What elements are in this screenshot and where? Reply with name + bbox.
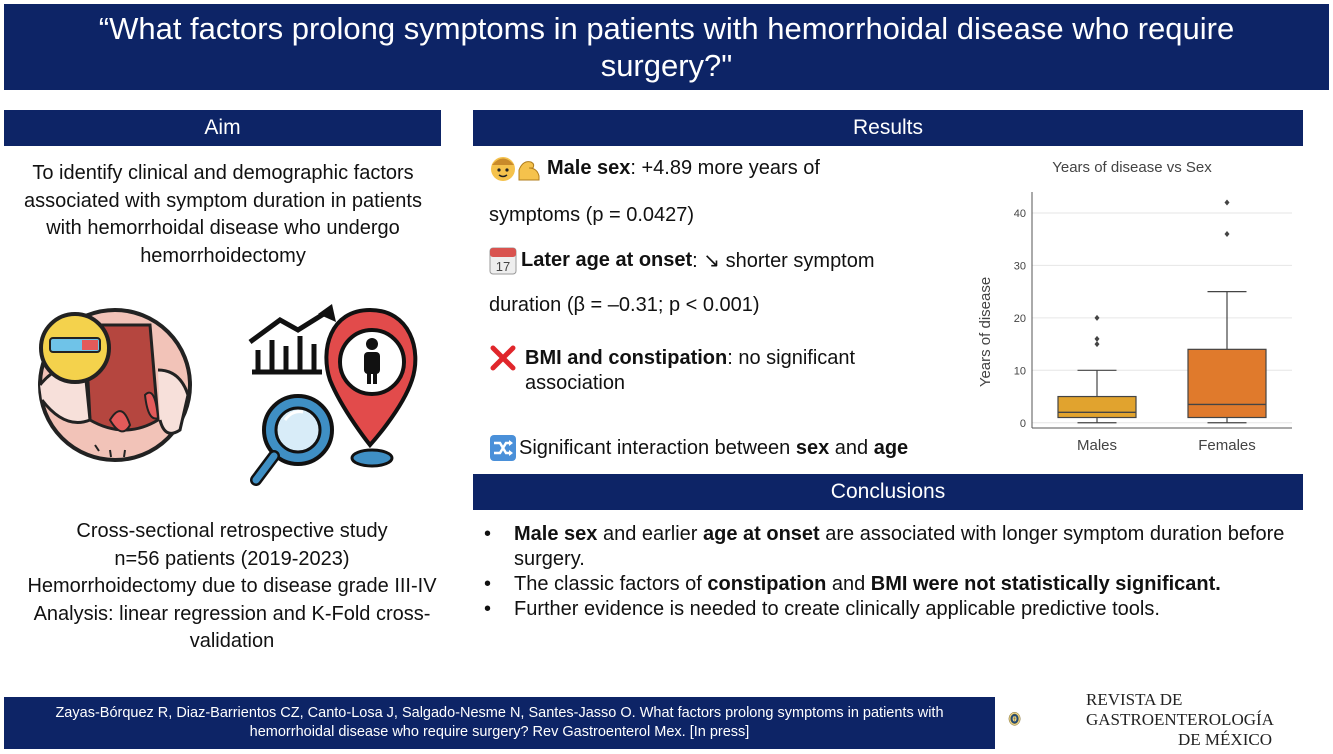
boxplot-chart <box>970 152 1305 464</box>
x-tick-label: Males <box>1076 437 1118 454</box>
outlier-point <box>1225 199 1230 205</box>
conclusion-bold: age at onset <box>703 523 820 545</box>
calendar-icon <box>489 245 517 275</box>
result-male-bold: Male sex <box>547 156 631 179</box>
interaction-text-2: and <box>829 436 874 459</box>
method-line: Hemorrhoidectomy due to disease grade III-IV <box>27 575 437 597</box>
journal-line-3: DE MÉXICO <box>1178 730 1272 749</box>
y-tick-label: 30 <box>1013 260 1026 273</box>
conclusion-item <box>480 522 1320 572</box>
result-bmi-line1 <box>489 344 855 372</box>
result-age-line2: duration (β = –0.31; p < 0.001) <box>489 294 760 316</box>
x-tick-label: Females <box>1198 437 1256 454</box>
conclusion-text: Further evidence is needed to create clinically applicable predictive tools. <box>514 598 1160 620</box>
y-tick-label: 20 <box>1013 312 1026 325</box>
journal-name <box>1086 690 1274 750</box>
aim-heading: Aim <box>4 110 441 146</box>
result-age-bold: Later age at onset <box>521 248 693 271</box>
result-age-text: : ↘ shorter symptom <box>692 249 875 272</box>
anatomy-illustration-icon <box>40 310 190 460</box>
conclusions-heading: Conclusions <box>473 474 1303 510</box>
conclusion-text: and <box>826 573 871 595</box>
analytics-pin-icon <box>250 304 415 480</box>
outlier-point <box>1095 336 1100 342</box>
interaction-bold-age: age <box>873 436 909 459</box>
result-bmi-line2: association <box>525 372 626 394</box>
method-line: n=56 patients (2019-2023) <box>114 547 350 570</box>
chart-y-label: Years of disease <box>977 276 994 388</box>
conclusion-text: are associated with longer symptom duration before surgery. <box>514 523 1290 570</box>
conclusion-text: The classic factors of <box>514 573 708 595</box>
box-males <box>1058 397 1136 418</box>
result-age-line1 <box>489 245 875 275</box>
chart-plot-area <box>1014 192 1292 454</box>
interaction-bold-sex: sex <box>795 436 830 459</box>
conclusion-item <box>480 597 1320 622</box>
cross-mark-icon <box>489 344 517 372</box>
journal-seal-icon <box>1008 686 1078 752</box>
conclusion-bold: Male sex <box>514 523 598 545</box>
outlier-point <box>1095 341 1100 347</box>
conclusions-list <box>480 522 1320 622</box>
conclusion-item <box>480 572 1320 597</box>
calendar-day: 17 <box>495 259 511 274</box>
journal-line-2: GASTROENTEROLOGÍA <box>1086 710 1274 729</box>
chart-title: Years of disease vs Sex <box>1052 159 1212 176</box>
poster-title: “What factors prolong symptoms in patients with hemorrhoidal disease who require surgery?" <box>4 4 1329 90</box>
y-tick-label: 10 <box>1013 365 1026 378</box>
outlier-point <box>1225 231 1230 237</box>
conclusion-bold: constipation <box>707 573 827 595</box>
conclusion-bold: BMI were not statistically significant. <box>870 573 1221 595</box>
conclusion-text: and earlier <box>597 523 704 545</box>
citation-bar: Zayas-Bórquez R, Diaz-Barrientos CZ, Canto-Losa J, Salgado-Nesme N, Santes-Jasso O. What factors prolong symptoms in patients with hemorrhoidal disease who require surgery? Rev Gastroenterol Mex. [In press] <box>4 697 995 749</box>
methods-text <box>14 518 450 656</box>
y-tick-label: 40 <box>1013 207 1026 220</box>
interaction-text-1: Significant interaction between <box>519 436 796 459</box>
man-flexed-arm-icon <box>489 152 543 184</box>
journal-line-1: REVISTA DE <box>1086 690 1183 709</box>
aim-illustrations <box>30 300 430 500</box>
result-male-line2: symptoms (p = 0.0427) <box>489 204 695 226</box>
shuffle-icon <box>489 434 517 462</box>
box-females <box>1188 349 1266 417</box>
result-bmi-bold: BMI and constipation <box>525 346 728 369</box>
aim-text: To identify clinical and demographic factors associated with symptom duration in patients with hemorrhoidal disease who undergo hemorrhoidectomy <box>24 162 422 267</box>
result-male-text: : +4.89 more years of <box>630 156 820 179</box>
method-line: Cross-sectional retrospective study <box>76 520 388 542</box>
results-heading: Results <box>473 110 1303 146</box>
y-tick-label: 0 <box>1019 417 1026 430</box>
result-bmi-text: : no significant <box>727 346 856 369</box>
method-line: Analysis: linear regression and K-Fold cross-validation <box>33 602 431 652</box>
outlier-point <box>1095 315 1100 321</box>
result-interaction-line <box>489 434 908 462</box>
result-male-line1 <box>489 152 820 184</box>
